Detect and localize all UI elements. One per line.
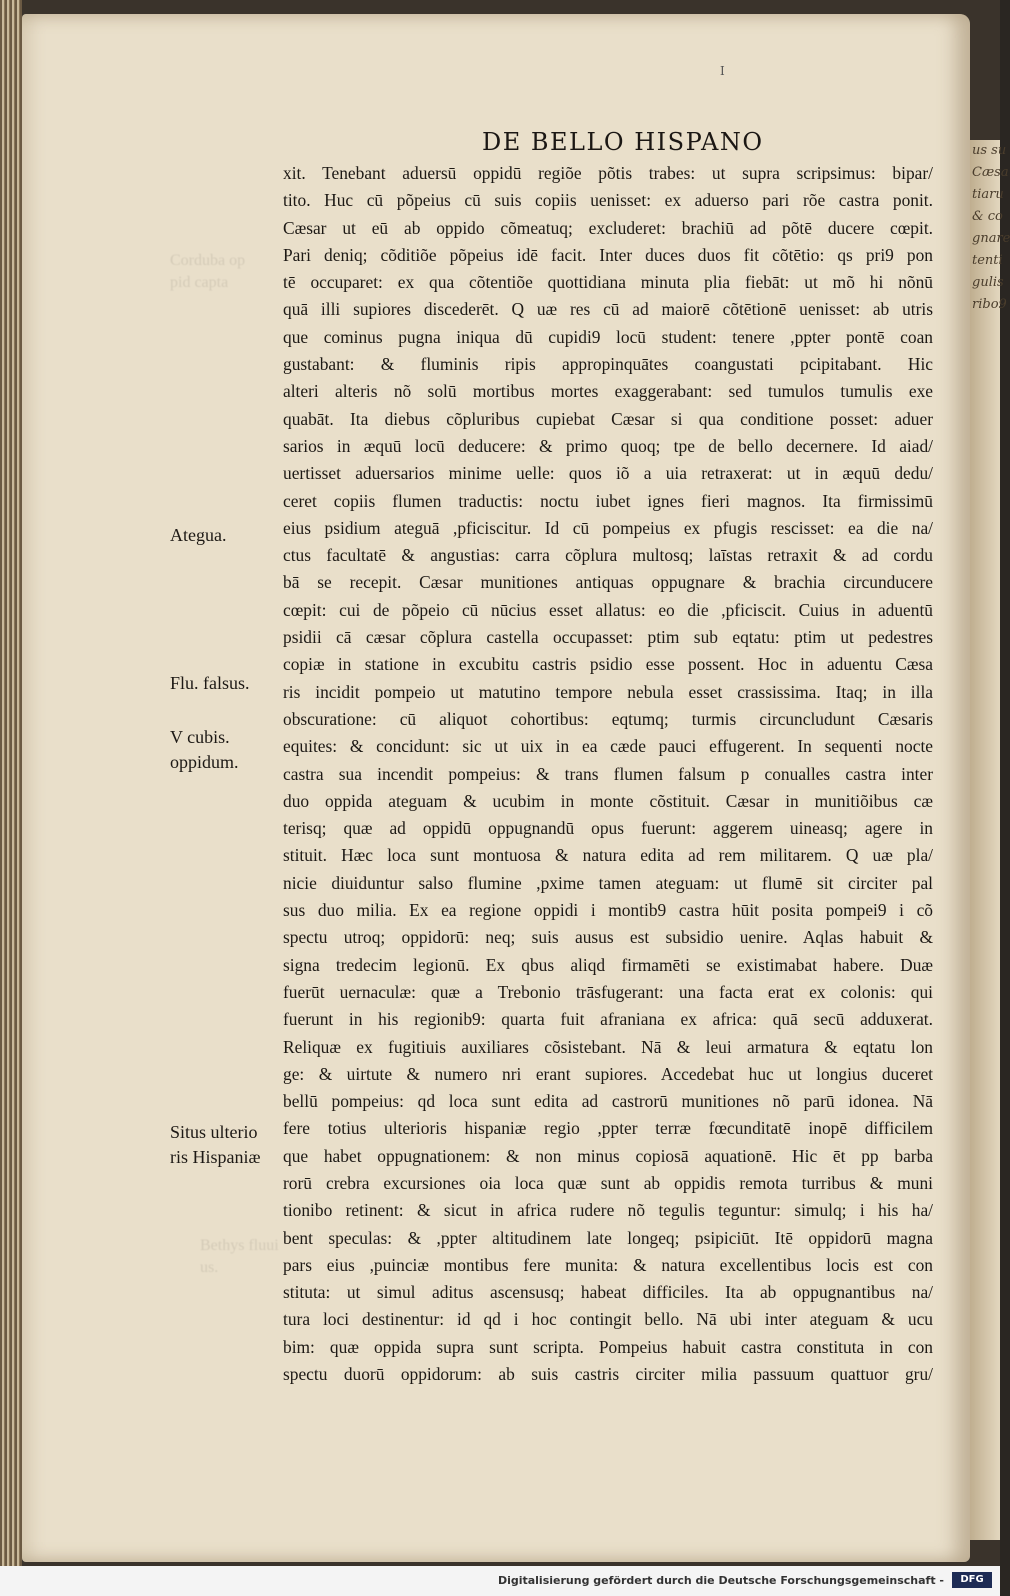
text-line: Reliquæ ex fugitiuis auxiliares cõsistebant. Nā & leui armatura & eqtatu lon	[283, 1036, 933, 1057]
text-line: castra sua incendit pompeius: & trans flumen falsum p conualles castra inter	[283, 763, 933, 784]
text-line: stituit. Hæc loca sunt montuosa & natura edita ad rem militarem. Q uæ pla/	[283, 845, 933, 866]
text-line: bellū pompeius: qd loca sunt edita ad castrorū munitiones nõ parū idonea. Nā	[283, 1091, 933, 1112]
text-line: ris incidit pompeio ut matutino tempore nebula esset crassissima. Itaq; in illa	[283, 681, 933, 702]
text-line: que cominus pugna iniqua dū cupidi9 locū student: tenere ,ppter pontē coan	[283, 326, 933, 347]
page-stack-edge	[0, 0, 22, 1566]
text-line: rorū crebra excursiones oia loca quæ sunt ab oppidis remota turribus & muni	[283, 1172, 933, 1193]
text-line: quā illi supiores discederēt. Q uæ res cū ad maiorē cõtētionē uenisset: ab utris	[283, 299, 933, 320]
text-line: pars eius ,puinciæ montibus fere munita: & natura excellentibus locis est con	[283, 1254, 933, 1275]
footer-credit: Digitalisierung gefördert durch die Deutsche Forschungsgemeinschaft -	[497, 1574, 944, 1587]
marginal-line: ris Hispaniæ	[170, 1147, 261, 1167]
text-line: fuerūt uernaculæ: quæ a Trebonio trāsfugerant: una facta erat ex colonis: qui	[283, 981, 933, 1002]
marginal-line: Flu. falsus.	[170, 673, 250, 693]
text-line: duo oppida ateguam & ucubim in monte cõstituit. Cæsar in munitiõibus cæ	[283, 790, 933, 811]
text-line: ceret copiis flumen traductis: noctu iubet ignes fieri magnos. Ita firmissimū	[283, 490, 933, 511]
text-line: uertisset aduersarios minime uelle: quos iõ a uia retraxerat: ut in æquū dedu/	[283, 463, 933, 484]
text-line: que habet oppugnationem: & non minus copiosā aquationē. Hic ēt pp barba	[283, 1145, 933, 1166]
bleed-through-text-lower: Bethys fluui us.	[200, 1237, 279, 1276]
text-line: bim: quæ oppida supra sunt scripta. Pompeius habuit castra constituta in con	[283, 1336, 933, 1357]
text-line: Cæsar ut eū ab oppido cõmeatuq; excluderet: brachiū ad põtē ducere cœpit.	[283, 217, 933, 238]
text-line: equites: & concidunt: sic ut uix in ea cæde pauci effugerent. In sequenti nocte	[283, 736, 933, 757]
marginal-note-ategua	[170, 523, 226, 548]
text-line: bā se recepit. Cæsar munitiones antiquas oppugnare & brachia circunducere	[283, 572, 933, 593]
marginal-line: Situs ulterio	[170, 1122, 258, 1142]
text-line: quabāt. Ita diebus cõpluribus cupiebat Cæsar si qua conditione posset: aduer	[283, 408, 933, 429]
text-line: tura loci destinentur: id qd i hoc contingit bello. Nā ubi inter ateguam & ucu	[283, 1309, 933, 1330]
text-line: eius psidium ateguā ,pficiscitur. Id cū pompeius ex pfugis rescisset: ea die na/	[283, 517, 933, 538]
marginal-note-ucubis	[170, 725, 239, 775]
text-line: gustabant: & fluminis ripis appropinquātes coangustati pcipitabant. Hic	[283, 354, 933, 375]
text-line: sus duo milia. Ex ea regione oppidi i montib9 castra hūit posita pompei9 i cõ	[283, 900, 933, 921]
text-line: ge: & uirtute & numero nri erant supiores. Accedebat huc ut longius duceret	[283, 1063, 933, 1084]
text-line: nicie diuiduntur salso flumine ,pxime tamen ateguam: ut flumē sit circiter pal	[283, 872, 933, 893]
next-page-edge: us su Cæsa tiaru & co gnare tenti gulis ribo9	[970, 140, 1000, 1540]
marginal-line: Ategua.	[170, 525, 227, 545]
text-line: tito. Huc cū põpeius cū suis copiis uenisset: ex aduerso pari rõe castra ponit.	[283, 190, 933, 211]
text-line: tē occuparet: ex qua cõtentiõe quottidiana minuta plia fiebāt: ut mõ hi nõnū	[283, 272, 933, 293]
dfg-logo: DFG	[952, 1572, 992, 1588]
text-line: copiæ in statione in excubitu castris psidio esse possent. Hoc in aduentu Cæsa	[283, 654, 933, 675]
text-line: spectu duorū oppidorum: ab suis castris circiter milia passuum quattuor gru/	[283, 1364, 933, 1385]
text-line: fuerunt in his regionib9: quarta fuit afraniana ex africa: quā secū adduxerat.	[283, 1009, 933, 1030]
footer-bar	[0, 1566, 1000, 1596]
page-mark: I	[720, 64, 725, 78]
text-line: obscuratione: cū aliquot cohortibus: eqtumq; turmis circuncludunt Cæsaris	[283, 708, 933, 729]
text-line: terisq; quæ ad oppidū oppugnandū opus fuerunt: aggerem uineasq; agere in	[283, 818, 933, 839]
text-line: xit. Tenebant aduersū oppidū regiõe põtis trabes: ut supra scripsimus: bipar/	[283, 163, 933, 183]
text-line: ctus facultatē & angustias: carra cõplura multosq; laīstas retraxit & ad cordu	[283, 545, 933, 566]
marginal-note-situs	[170, 1120, 261, 1170]
bleed-through-text: Corduba op pid capta	[170, 252, 246, 291]
text-line: Pari deniq; cõditiõe põpeius idē facit. Inter duces duos fit cõtētio: qs pri9 pon	[283, 244, 933, 265]
text-line: tionibo retinent: & sicut in africa rudere nõ tegulis teguntur: simulq; i his ha/	[283, 1200, 933, 1221]
text-line: sarios in æquū locū deducere: & primo quoq; tpe de bello decernere. Id aiad/	[283, 435, 933, 456]
text-line: psidii cā cæsar cõplura castella occupasset: ptim sub eqtatu: ptim ut pedestres	[283, 627, 933, 648]
marginal-note-flu-falsus	[170, 671, 250, 696]
text-line: cœpit: cui de põpeio cū nūcius esset allatus: eo die ,pficiscit. Cuius in aduentū	[283, 599, 933, 620]
text-line: stituta: ut simul aditus ascensusq; habeat difficiles. Ita ab oppugnantibus na/	[283, 1282, 933, 1303]
text-line: fere totius ulterioris hispaniæ regio ,ppter terræ fœcunditatē inopē difficilem	[283, 1118, 933, 1139]
marginal-line: V cubis.	[170, 727, 230, 747]
main-text-block	[283, 160, 933, 1388]
text-line: alteri alteris nõ solū mortibus mortes exaggerabant: sed tumulos tumulis exe	[283, 381, 933, 402]
text-line: signa tredecim legionū. Ex qbus aliqd firmamēti se existimabat habere. Duæ	[283, 954, 933, 975]
marginal-line: oppidum.	[170, 752, 239, 772]
text-line: spectu utroq; oppidorū: neq; suis ausus est subsidio uenire. Aqlas habuit &	[283, 927, 933, 948]
running-head: DE BELLO HISPANO	[482, 128, 764, 156]
text-line: bent speculas: & ,ppter altitudinem late longeq; psipiciūt. Itē oppidorū magna	[283, 1227, 933, 1248]
